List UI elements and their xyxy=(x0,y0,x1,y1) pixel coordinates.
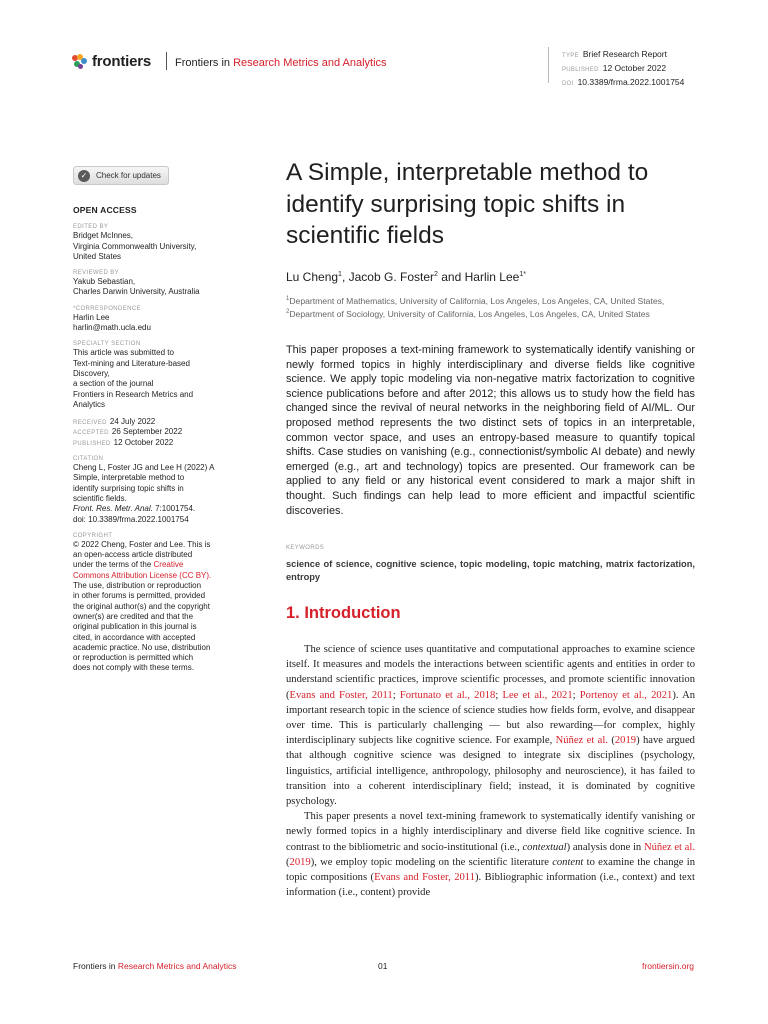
meta-type: TYPE Brief Research Report xyxy=(562,49,667,59)
correspondence-email-link[interactable]: harlin@math.ucla.edu xyxy=(73,323,151,333)
author-name[interactable]: Harlin Lee xyxy=(464,270,520,284)
footer-journal[interactable]: Frontiers in Research Metrics and Analytics xyxy=(73,961,237,971)
paragraph xyxy=(286,642,695,809)
citation-doi-link[interactable]: doi: 10.3389/frma.2022.1001754 xyxy=(73,514,189,524)
citation-link[interactable]: Lee et al., 2021 xyxy=(502,689,573,701)
affiliations: $^1$Department of Mathematics, University of California, Los Angeles, Los Angeles, CA, United States, $^2$Department of Sociology, University of California, Los Angeles, Los Angeles, CA, United States xyxy=(286,295,665,320)
section-heading-introduction: 1. Introduction xyxy=(286,604,401,622)
body-text: ( xyxy=(286,856,290,868)
body-text: ), we employ topic modeling on the scientific literature xyxy=(310,856,553,868)
header-divider xyxy=(166,52,167,70)
citation-link[interactable]: 2019 xyxy=(289,856,311,868)
body-text: ( xyxy=(607,735,615,747)
article-title: A Simple, interpretable method to identify surprising topic shifts in scientific fields xyxy=(286,159,649,249)
author-name[interactable]: Lu Cheng xyxy=(286,270,339,284)
copyright-block: COPYRIGHT © 2022 Cheng, Foster and Lee. This is an open-access article distributed under the terms of the Creative Commons Attribution License (CC BY). The use, distribution or reproduction in other forums is permitted, provided the original author(s) and the copyright owner(s) are credited and that the original publication in this journal is cited, in accordance with accepted academic practice. No use, distribution or reproduction is permitted which does not comply with these terms. xyxy=(73,532,238,674)
citation-link[interactable]: 2019 xyxy=(614,735,637,747)
journal-name[interactable]: Frontiers in Research Metrics and Analytics xyxy=(175,57,387,69)
citation-link[interactable]: Evans and Foster, 2011 xyxy=(289,689,393,701)
citation-link[interactable]: Portenoy et al., 2021 xyxy=(579,689,673,701)
article-meta xyxy=(562,48,684,90)
body-text: ; xyxy=(392,689,400,701)
author-list: Lu Cheng$^1$, Jacob G. Foster$^2$ and Harlin Lee$^{1*}$ xyxy=(286,270,526,284)
check-for-updates-button[interactable]: ✓ Check for updates xyxy=(73,166,169,185)
body-text: ; xyxy=(495,689,503,701)
article-info-sidebar xyxy=(73,205,238,681)
body-text: to examine the change in topic compositions ( xyxy=(286,856,695,884)
abstract: This paper proposes a text-mining framework to systematically identify vanishing or newly formed topics in highly interdisciplinary and diverse fields like cognitive science. We apply topic modeling via non-negative matrix factorization to cognitive science publications before and after 2012; this allows us to study how the field has changed since the revival of neural networks in the neighboring field of AI/ML. Our proposed method represents the two distinct sets of topics in an interpretable, common vector space, and uses an entropy-based measure to quantify topical shifts. Case studies on vanishing (e.g., connectionist/symbolic AI debate) and newly emerged (e.g., art and technology) topics are presented. Our framework can be applied to any field or any historical event considered to mark a major shift in thought. Such findings can help lead to more efficient and impactful scientific discoveries. xyxy=(286,344,695,517)
cc-license-link-cont[interactable]: Commons Attribution License (CC BY). xyxy=(73,570,212,580)
update-check-icon: ✓ xyxy=(78,170,90,182)
body-text: ; xyxy=(572,689,580,701)
logo-wordmark: frontiers xyxy=(92,53,152,70)
citation-link[interactable]: Núñez et al. xyxy=(555,735,608,747)
frontiers-logo[interactable] xyxy=(72,53,151,70)
meta-published: PUBLISHED 12 October 2022 xyxy=(562,63,667,73)
citation-block: CITATION Cheng L, Foster JG and Lee H (2022) A Simple, interpretable method to identify surprising topic shifts in scientific fields. Front. Res. Metr. Anal. 7:1001754. doi: 10.3389/frma.2022.1001754 xyxy=(73,455,238,525)
keywords-label: KEYWORDS xyxy=(286,545,325,551)
cc-license-link[interactable]: Creative xyxy=(153,560,184,570)
specialty-section-block: SPECIALTY SECTION This article was submitted to Text-mining and Literature-based Discovery, a section of the journal Frontiers in Research Metrics and Analytics xyxy=(73,341,194,409)
body-text: ) analysis done in xyxy=(566,841,644,853)
page-number: 01 xyxy=(378,961,388,971)
emphasis-text: content xyxy=(552,856,584,868)
citation-link[interactable]: Núñez et al. xyxy=(643,841,695,853)
footer-site-link[interactable]: frontiersin.org xyxy=(642,961,694,971)
body-text: The science of science uses quantitative and computational approaches to examine science itself. It measures and models the interactions between scientific agents and entities in order to understand scientific practices, improve scientific processes, and promote scientific innovation ( xyxy=(286,644,695,701)
meta-doi[interactable]: DOI 10.3389/frma.2022.1001754 xyxy=(562,77,685,87)
author-name[interactable]: Jacob G. Foster xyxy=(348,270,434,284)
body-text: This paper presents a novel text-mining framework to systematically identify vanishing or newly formed topics in a highly interdisciplinary and diverse field like cognitive science. In contrast to the bibliometric and socio-institutional (i.e., xyxy=(286,811,695,853)
correspondence-block: *CORRESPONDENCE Harlin Lee harlin@math.ucla.edu xyxy=(73,305,238,334)
body-text: ) have argued that although cognitive science was designed to integrate six disciplines (psychology, linguistics, artificial intelligence, anthropology, philosophy and neuroscience), it has failed to transition into a coherent interdisciplinary field; instead, it is dominated by cognitive psychology. xyxy=(286,735,695,808)
frontiers-logo-icon xyxy=(72,54,88,70)
reviewed-by-block: REVIEWED BY Yakub Sebastian, Charles Darwin University, Australia xyxy=(73,270,200,297)
citation-link[interactable]: Fortunato et al., 2018 xyxy=(399,689,496,701)
paragraph xyxy=(286,809,695,900)
open-access-label: OPEN ACCESS xyxy=(73,205,137,215)
body-text: ). Bibliographic information (i.e., context) and text information (i.e., content) provide xyxy=(286,872,695,899)
citation-link[interactable]: Evans and Foster, 2011 xyxy=(374,872,476,884)
dates-block: RECEIVED 24 July 2022 ACCEPTED 26 September 2022 PUBLISHED 12 October 2022 xyxy=(73,417,183,447)
edited-by-block: EDITED BY Bridget McInnes, Virginia Commonwealth University, United States xyxy=(73,224,197,261)
keywords: science of science, cognitive science, topic modeling, topic matching, matrix factorization, entropy xyxy=(286,559,695,582)
meta-divider xyxy=(548,47,549,83)
introduction-body xyxy=(286,642,695,900)
emphasis-text: contextual xyxy=(522,841,567,853)
body-text: ). An important research topic in the science of science studies how fields form, evolve, and disappear over time. This is particularly challenging — but also rewarding—for complex, highly interdisciplinary subjects like cognitive science. For example, xyxy=(286,689,696,747)
